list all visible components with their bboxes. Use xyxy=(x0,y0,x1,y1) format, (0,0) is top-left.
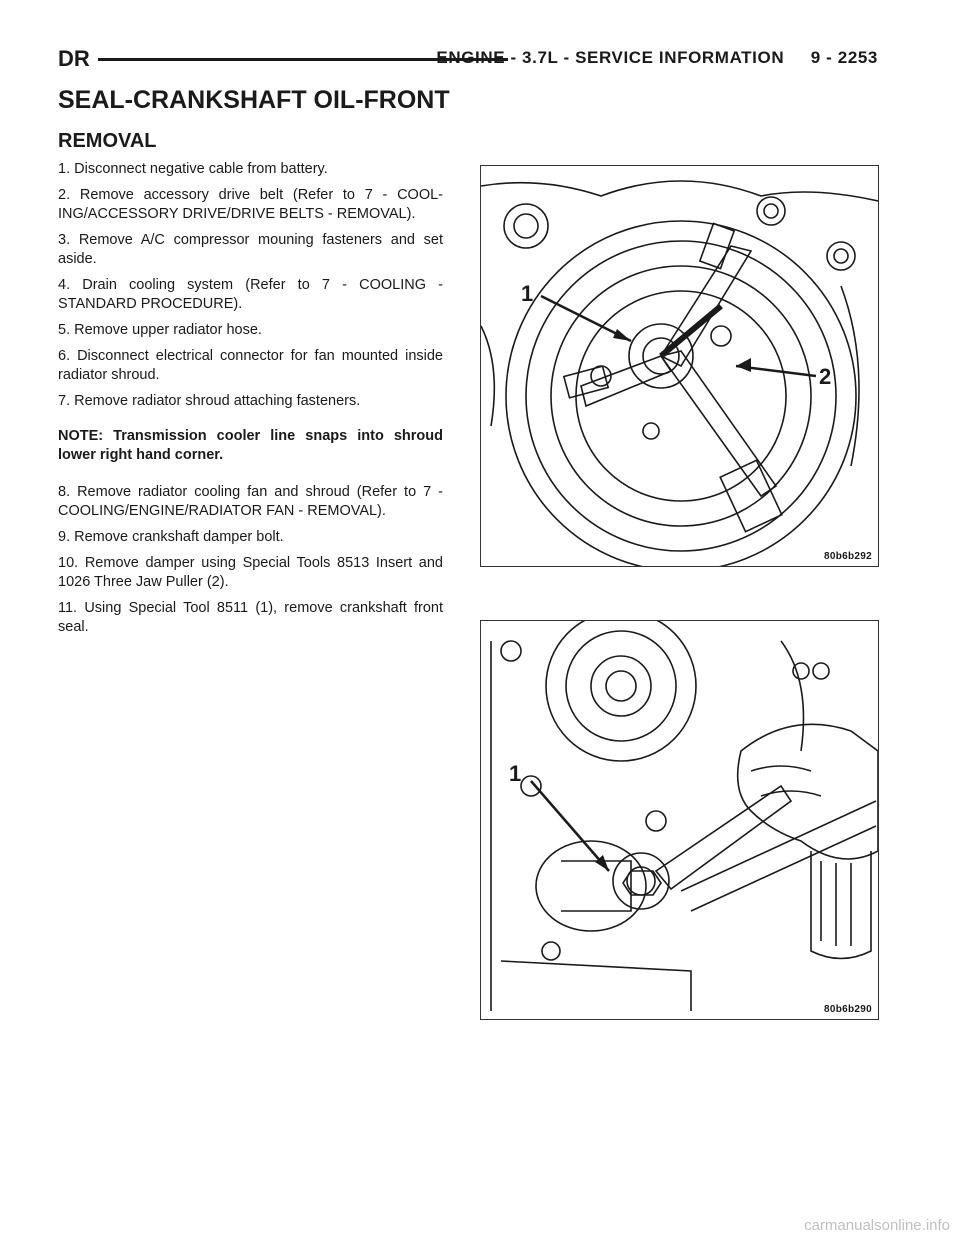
header-section-code: DR xyxy=(58,46,90,71)
header-chapter-page: ENGINE - 3.7L - SERVICE INFORMATION 9 - 2253 xyxy=(436,48,878,67)
step-item: 10. Remove damper using Special Tools 8513 Insert and 1026 Three Jaw Puller (2). xyxy=(58,555,444,590)
puller-illustration xyxy=(481,166,878,566)
step-item: 5. Remove upper radiator hose. xyxy=(58,322,262,338)
page-header xyxy=(58,44,878,74)
note-text: NOTE: Transmission cooler line snaps into shroud lower right hand corner. xyxy=(58,428,443,463)
step-item: 6. Disconnect electrical connector for fan mounted inside radiator shroud. xyxy=(58,348,443,383)
figure-code: 80b6b290 xyxy=(824,1004,872,1015)
procedure-column xyxy=(58,160,443,644)
section-title: REMOVAL xyxy=(58,130,157,152)
callout-1: 1 xyxy=(521,281,534,306)
step-item: 8. Remove radiator cooling fan and shroud (Refer to 7 - COOLING/ENGINE/RADIATOR FAN - REMOVAL). xyxy=(58,484,443,519)
step-item: 7. Remove radiator shroud attaching fasteners. xyxy=(58,393,361,409)
watermark: carmanualsonline.info xyxy=(804,1217,950,1234)
callout-2: 2 xyxy=(819,364,832,389)
figure-damper-puller xyxy=(480,165,879,567)
step-item: 3. Remove A/C compressor mouning fasteners and set aside. xyxy=(58,232,444,267)
page-title: SEAL-CRANKSHAFT OIL-FRONT xyxy=(58,86,450,114)
step-item: 4. Drain cooling system (Refer to 7 - COOLING - STANDARD PROCEDURE). xyxy=(58,277,443,312)
step-item: 2. Remove accessory drive belt (Refer to 7 - COOL- ING/ACCESSORY DRIVE/DRIVE BELTS - REMOVAL). xyxy=(58,187,444,222)
step-item: 11. Using Special Tool 8511 (1), remove crankshaft front seal. xyxy=(58,600,443,635)
seal-removal-illustration xyxy=(481,621,878,1019)
figure-seal-removal xyxy=(480,620,879,1020)
callout-1: 1 xyxy=(509,761,522,786)
step-item: 1. Disconnect negative cable from battery. xyxy=(58,161,328,177)
figure-code: 80b6b292 xyxy=(824,551,872,562)
step-item: 9. Remove crankshaft damper bolt. xyxy=(58,529,284,545)
